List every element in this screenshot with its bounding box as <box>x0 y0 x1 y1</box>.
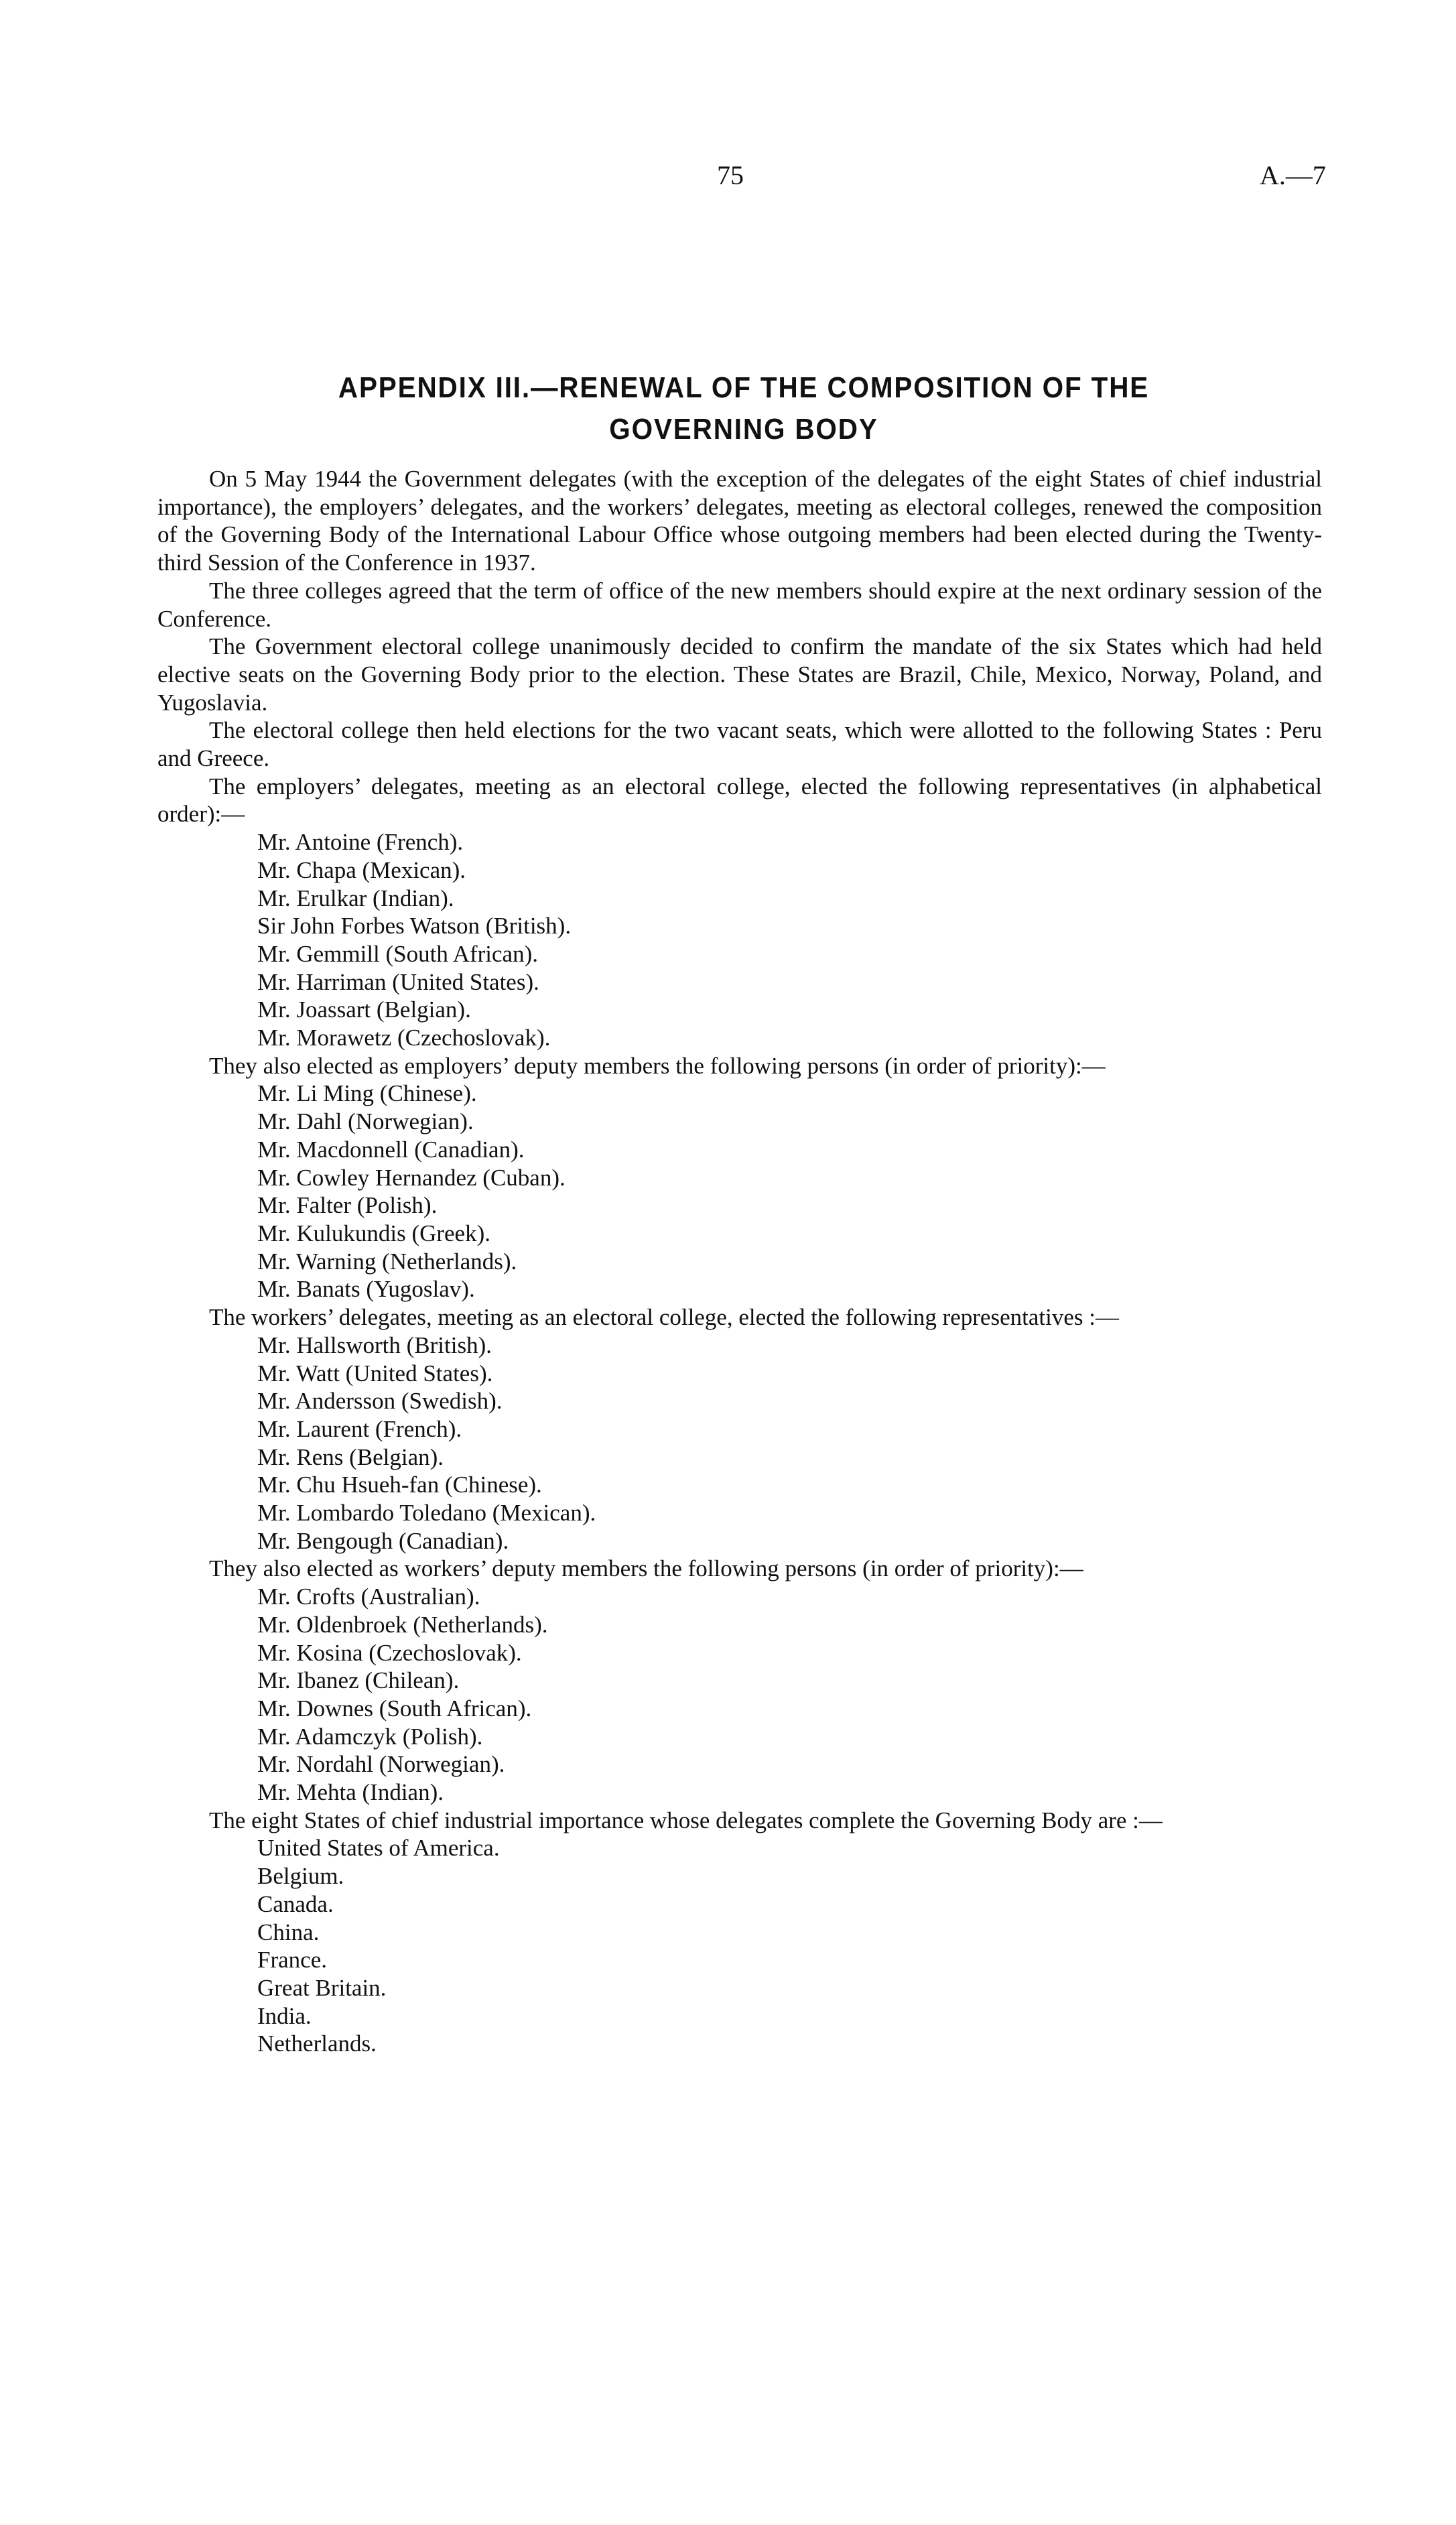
list-item: Mr. Nordahl (Norwegian). <box>257 1751 505 1778</box>
list-item: Mr. Chu Hsueh-fan (Chinese). <box>257 1472 542 1498</box>
name-list <box>157 1834 1322 2058</box>
list-item: China. <box>257 1919 320 1945</box>
list-item: France. <box>257 1947 327 1973</box>
list-item: Mr. Antoine (French). <box>257 829 464 856</box>
paragraph: The employers’ delegates, meeting as an electoral college, elected the following representatives (in alphabetical order):— <box>157 773 1322 828</box>
list-item: Mr. Li Ming (Chinese). <box>257 1080 477 1107</box>
list-item: Mr. Crofts (Australian). <box>257 1583 480 1610</box>
paragraph: The three colleges agreed that the term of office of the new members should expire at the next ordinary session of the Conference. <box>157 577 1322 632</box>
list-item: Netherlands. <box>257 2030 377 2057</box>
list-item: Mr. Falter (Polish). <box>257 1192 438 1219</box>
name-list <box>157 1332 1322 1555</box>
list-item: Mr. Morawetz (Czechoslovak). <box>257 1025 551 1051</box>
list-item: Mr. Bengough (Canadian). <box>257 1527 509 1554</box>
list-item: Mr. Andersson (Swedish). <box>257 1388 503 1415</box>
name-list <box>157 828 1322 1052</box>
list-item: Mr. Ibanez (Chilean). <box>257 1667 460 1694</box>
name-list <box>157 1583 1322 1807</box>
name-list <box>157 1080 1322 1303</box>
title-line-2: GOVERNING BODY <box>609 413 878 446</box>
list-item: Mr. Watt (United States). <box>257 1360 493 1386</box>
document-body <box>157 465 1322 2058</box>
paragraph: The electoral college then held elections for the two vacant seats, which were allotted to the following States : Peru and Greece. <box>157 717 1322 772</box>
list-item: Mr. Erulkar (Indian). <box>257 885 454 911</box>
list-item: India. <box>257 2002 312 2029</box>
list-item: Mr. Cowley Hernandez (Cuban). <box>257 1164 566 1191</box>
paragraph: The eight States of chief industrial importance whose delegates complete the Governing Body are :— <box>209 1807 1163 1833</box>
list-item: Mr. Macdonnell (Canadian). <box>257 1136 525 1163</box>
list-item: Sir John Forbes Watson (British). <box>257 913 572 940</box>
list-item: Mr. Harriman (United States). <box>257 968 539 995</box>
list-item: United States of America. <box>257 1835 500 1862</box>
page-number: 75 <box>717 160 744 190</box>
list-item: Mr. Chapa (Mexican). <box>257 856 466 883</box>
list-item: Belgium. <box>257 1863 344 1890</box>
paragraph: The workers’ delegates, meeting as an electoral college, elected the following representatives :— <box>209 1304 1119 1331</box>
list-item: Mr. Kulukundis (Greek). <box>257 1220 491 1246</box>
list-item: Canada. <box>257 1890 334 1917</box>
list-item: Mr. Mehta (Indian). <box>257 1779 444 1806</box>
paragraph: On 5 May 1944 the Government delegates (with the exception of the delegates of the eight States of chief industrial importance), the employers’ delegates, and the workers’ delegates, meeting as electoral colleges, renewed the composition of the Governing Body of the International Labour Office whose outgoing members had been elected during the Twenty-third Session of the Conference in 1937. <box>157 466 1322 576</box>
list-item: Mr. Hallsworth (British). <box>257 1332 492 1358</box>
list-item: Mr. Rens (Belgian). <box>257 1443 444 1470</box>
title-line-1: APPENDIX III.—RENEWAL OF THE COMPOSITION OF THE <box>338 371 1150 404</box>
appendix-title <box>208 367 1280 450</box>
list-item: Mr. Adamczyk (Polish). <box>257 1723 483 1750</box>
list-item: Mr. Gemmill (South African). <box>257 940 538 967</box>
list-item: Mr. Joassart (Belgian). <box>257 996 471 1023</box>
paragraph: They also elected as employers’ deputy members the following persons (in order of priority):— <box>209 1052 1106 1079</box>
paragraph: They also elected as workers’ deputy members the following persons (in order of priority):— <box>209 1555 1083 1582</box>
list-item: Mr. Laurent (French). <box>257 1415 462 1442</box>
list-item: Mr. Banats (Yugoslav). <box>257 1276 475 1303</box>
paragraph: The Government electoral college unanimously decided to confirm the mandate of the six States which had held elective seats on the Governing Body prior to the election. These States are Brazil, Chile, Mexico, Norway, Poland, and Yugoslavia. <box>157 633 1322 716</box>
list-item: Mr. Oldenbroek (Netherlands). <box>257 1611 548 1638</box>
list-item: Mr. Dahl (Norwegian). <box>257 1108 474 1135</box>
list-item: Mr. Warning (Netherlands). <box>257 1248 517 1275</box>
list-item: Mr. Downes (South African). <box>257 1695 532 1722</box>
document-reference: A.—7 <box>1260 160 1326 190</box>
list-item: Mr. Lombardo Toledano (Mexican). <box>257 1500 596 1527</box>
list-item: Mr. Kosina (Czechoslovak). <box>257 1639 522 1666</box>
list-item: Great Britain. <box>257 1974 387 2001</box>
